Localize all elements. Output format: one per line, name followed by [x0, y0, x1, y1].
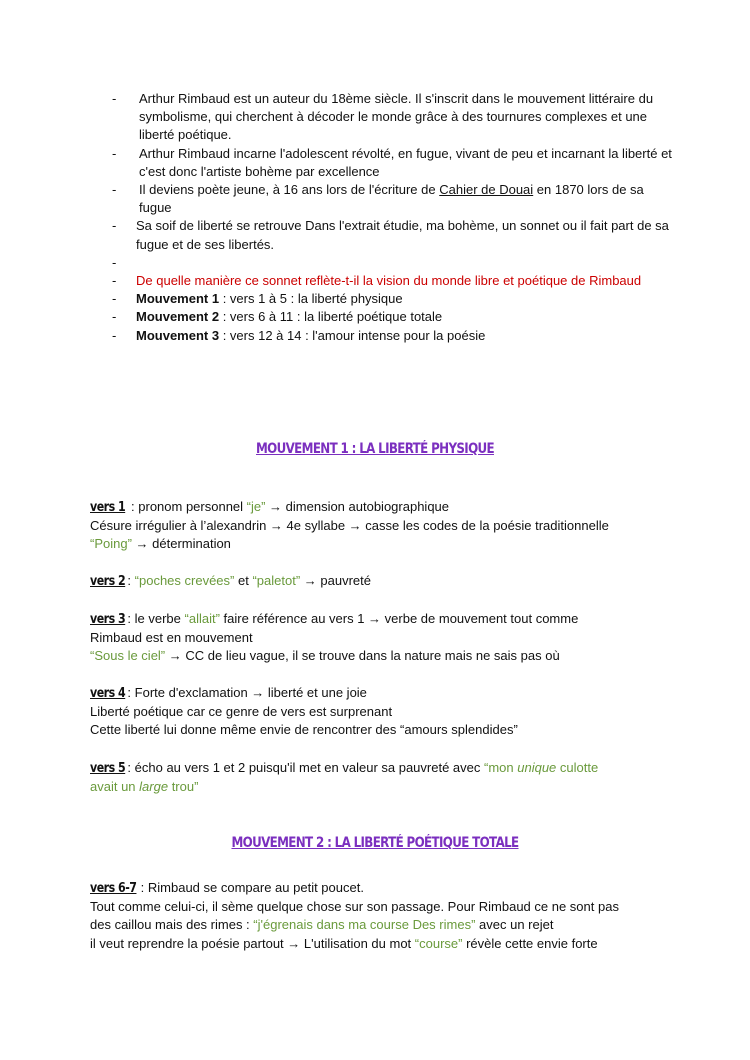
movement-label: Mouvement 2 — [136, 309, 220, 325]
list-item: - Mouvement 3 : vers 12 à 14 : l'amour intense pour la poésie — [112, 327, 486, 343]
quote: “Poing” — [90, 536, 132, 552]
bullet-text: Il deviens poète jeune, à 16 ans lors de l'écriture de — [139, 182, 440, 198]
analysis-text: Cette liberté lui donne même envie de rencontrer des “amours splendides” — [90, 722, 518, 738]
analysis-text: et — [234, 573, 253, 588]
analysis-text: Rimbaud est en mouvement — [90, 630, 253, 646]
vers-label: vers 6-7 — [90, 881, 137, 896]
bullet-text: Sa soif de liberté se retrouve Dans l'extrait étudie, ma bohème, un sonnet ou il fait part de sa fugue et de ses libertés. — [136, 218, 669, 252]
quote: “paletot” — [252, 573, 301, 588]
quote: avait un large trou” — [90, 779, 199, 795]
vers-5-block — [90, 759, 670, 796]
vers-3-block — [90, 610, 670, 666]
analysis-text: il veut reprendre la poésie partout → L'utilisation du mot — [90, 935, 415, 951]
intro-bullet-list — [112, 90, 672, 345]
analysis-text: : pronom personnel — [127, 499, 247, 514]
analysis-text: → dimension autobiographique — [265, 499, 450, 514]
analysis-text: Liberté poétique car ce genre de vers est surprenant — [90, 704, 393, 720]
vers-label: vers 5 — [90, 761, 126, 776]
section-heading-1: MOUVEMENT 1 : LA LIBERTÉ PHYSIQUE — [256, 441, 494, 457]
analysis-text: avec un rejet — [475, 917, 554, 933]
list-item: - Il deviens poète jeune, à 16 ans lors de l'écriture de Cahier de Douai en 1870 lors de sa fugue — [112, 182, 644, 216]
analysis-text: : — [127, 573, 135, 588]
analysis-text: → pauvreté — [300, 573, 371, 588]
analysis-text: révèle cette envie forte — [462, 935, 598, 951]
analysis-text: Césure irrégulier à l’alexandrin → 4e syllabe → casse les codes de la poésie traditionnelle — [90, 518, 609, 534]
analysis-text: : Rimbaud se compare au petit poucet. — [140, 880, 364, 895]
vers-label: vers 2 — [90, 574, 126, 589]
analysis-text: : le verbe — [127, 611, 185, 626]
list-item: - Mouvement 1 : vers 1 à 5 : la liberté physique — [112, 291, 403, 307]
movement-text: : vers 1 à 5 : la liberté physique — [219, 291, 403, 307]
bullet-text: Arthur Rimbaud est un auteur du 18ème siècle. Il s'inscrit dans le mouvement littéraire du symbolisme, qui cherchent à décoder le monde grâce à des tournures complexes et une liberté poétique. — [139, 91, 654, 143]
section-heading-2: MOUVEMENT 2 : LA LIBERTÉ POÉTIQUE TOTALE — [231, 835, 519, 851]
list-item: - Arthur Rimbaud est un auteur du 18ème siècle. Il s'inscrit dans le mouvement littéraire du symbolisme, qui cherchent à décoder le monde grâce à des tournures complexes et une liberté poétique. — [112, 90, 672, 145]
analysis-text: Tout comme celui-ci, il sème quelque chose sur son passage. Pour Rimbaud ce ne sont pas — [90, 899, 619, 915]
analysis-text: faire référence au vers 1 → verbe de mouvement tout comme — [219, 611, 579, 626]
movement-text: : vers 12 à 14 : l'amour intense pour la poésie — [219, 327, 486, 343]
analysis-text: → détermination — [131, 536, 231, 552]
quote: “Sous le ciel” — [90, 648, 166, 664]
analysis-text: → CC de lieu vague, il se trouve dans la nature mais ne sais pas où — [165, 648, 560, 664]
quote: “poches crevées” — [134, 573, 235, 588]
analysis-text: des caillou mais des rimes : — [90, 917, 254, 933]
vers-1-block — [90, 498, 670, 554]
list-item: - Sa soif de liberté se retrouve Dans l'extrait étudie, ma bohème, un sonnet ou il fait part de sa fugue et de ses libertés. — [112, 217, 672, 253]
vers-label: vers 1 — [90, 500, 126, 515]
question-text: De quelle manière ce sonnet reflète-t-il la vision du monde libre et poétique de Rimbaud — [136, 273, 642, 289]
vers-label: vers 4 — [90, 686, 126, 701]
list-item: - Arthur Rimbaud incarne l'adolescent révolté, en fugue, vivant de peu et incarnant la liberté et c'est donc l'artiste bohème par excellence — [112, 145, 672, 181]
movement-label: Mouvement 1 — [136, 291, 220, 307]
analysis-text: : Forte d'exclamation → liberté et une joie — [127, 685, 367, 700]
movement-text: : vers 6 à 11 : la liberté poétique totale — [219, 309, 443, 325]
list-item-empty: - — [112, 254, 117, 270]
bullet-text: Arthur Rimbaud incarne l'adolescent révolté, en fugue, vivant de peu et incarnant la liberté et c'est donc l'artiste bohème par excellence — [139, 145, 672, 179]
movement-label: Mouvement 3 — [136, 327, 220, 343]
bullet-text: en 1870 lors de sa fugue — [139, 182, 644, 216]
quote: “course” — [414, 935, 463, 951]
vers-4-block — [90, 684, 670, 740]
list-item: - Mouvement 2 : vers 6 à 11 : la liberté poétique totale — [112, 309, 443, 325]
quote: “je” — [246, 499, 266, 514]
vers-label: vers 3 — [90, 612, 126, 627]
book-title: Cahier de Douai — [439, 182, 534, 198]
vers-6-7-block — [90, 879, 670, 953]
quote: “j'égrenais dans ma course Des rimes” — [253, 917, 476, 933]
quote: “mon unique culotte — [484, 760, 599, 775]
problematique: - De quelle manière ce sonnet reflète-t-il la vision du monde libre et poétique de Rimbaud — [112, 272, 672, 290]
quote: “allait” — [184, 611, 220, 626]
analysis-text: : écho au vers 1 et 2 puisqu'il met en valeur sa pauvreté avec — [127, 760, 484, 775]
vers-2-block — [90, 572, 670, 591]
